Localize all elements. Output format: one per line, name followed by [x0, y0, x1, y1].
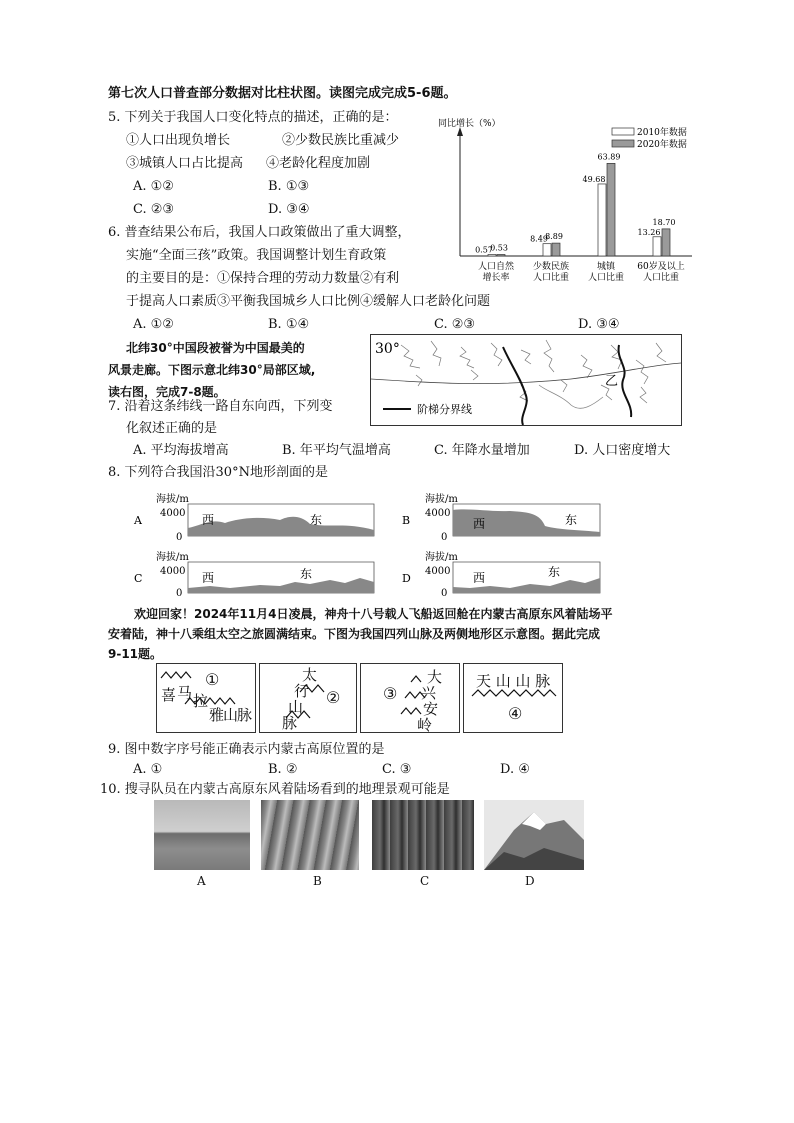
legend-swatch: [612, 140, 634, 147]
mountain-3-char: 安: [423, 700, 439, 718]
svg-text:D: D: [402, 572, 411, 585]
svg-text:海拔/m: 海拔/m: [156, 552, 189, 563]
q7-option-c: C. 年降水量增加: [434, 443, 530, 458]
step-boundary-1: [503, 347, 527, 425]
q5-statement-1: ①人口出现负增长: [126, 133, 231, 148]
svg-text:海拔/m: 海拔/m: [425, 552, 458, 563]
population-bar-chart: [430, 112, 698, 290]
chart-category-label: 60岁及以上: [637, 262, 685, 272]
photo-canyon: [261, 800, 359, 870]
mountain-box-4: [463, 663, 563, 733]
q7-line-1: 7. 沿着这条纬线一路自东向西，下列变: [108, 399, 333, 414]
chart-category-label: 少数民族: [532, 262, 570, 272]
legend-label: 2010年数据: [637, 128, 687, 138]
q5-option-b: B. ①③: [268, 179, 310, 194]
q5-statement-3: ③城镇人口占比提高: [126, 156, 244, 171]
svg-text:东: 东: [548, 565, 561, 579]
profile-d: [402, 550, 600, 599]
chart-bar: [488, 255, 496, 257]
q9-option-c: C. ③: [382, 762, 412, 777]
chart-category-label: 城镇: [596, 262, 616, 272]
q5-option-c: C. ②③: [133, 202, 175, 217]
mountain-2-char: 太: [302, 666, 318, 684]
q6-line-4: 于提高人口素质③平衡我国城乡人口比例④缓解人口老龄化问题: [126, 294, 491, 309]
photo-label-d: D: [525, 874, 535, 888]
svg-text:东: 东: [310, 513, 323, 527]
q5-stem: 5. 下列关于我国人口变化特点的描述，正确的是：: [108, 110, 398, 125]
mountain-1-char: 脉: [237, 706, 253, 724]
svg-text:B: B: [402, 514, 411, 527]
intro-9-11-line-2: 安着陆，神十八乘组太空之旅圆满结束。下图为我国四列山脉及两侧地形区示意图。据此完成: [108, 627, 601, 641]
terrain-profiles: [130, 490, 620, 600]
chart-bar: [552, 243, 560, 256]
chart-category-label: 人口比重: [642, 273, 680, 283]
chart-category-label: 人口自然: [477, 262, 515, 272]
mountain-box-1: [156, 663, 256, 733]
latitude-line: [371, 363, 681, 384]
mountain-3-char: 兴: [421, 684, 437, 702]
q8-stem: 8. 下列符合我国沿30°N地形剖面的是: [108, 465, 328, 480]
chart-bar: [662, 229, 670, 256]
mountain-box-2: [259, 663, 357, 733]
mountain-2-char: 脉: [282, 714, 298, 732]
q10-stem: 10. 搜寻队员在内蒙古高原东风着陆场看到的地理景观可能是: [100, 782, 450, 797]
q9-option-a: A. ①: [133, 762, 163, 777]
chart-value-label: 8.49: [530, 234, 548, 244]
intro-9-11-line-1: 欢迎回家！2024年11月4日凌晨，神舟十八号载人飞船返回舱在内蒙古高原东风着陆场平: [134, 607, 613, 621]
svg-text:西: 西: [202, 513, 215, 527]
mountain-3-char: 大: [427, 668, 443, 686]
svg-text:4000: 4000: [160, 508, 186, 519]
q9-option-d: D. ④: [500, 762, 530, 777]
map-region-label: 乙: [605, 374, 619, 389]
mountain-2-char: 行: [294, 682, 310, 700]
q5-statement-2: ②少数民族比重减少: [282, 133, 400, 148]
chart-bar: [653, 237, 661, 256]
q7-line-2: 化叙述正确的是: [126, 421, 218, 436]
photo-label-a: A: [197, 874, 206, 888]
q6-option-c: C. ②③: [434, 317, 476, 332]
svg-text:C: C: [134, 572, 143, 585]
svg-text:东: 东: [300, 567, 313, 581]
q7-option-a: A. 平均海拔增高: [133, 443, 229, 458]
map-legend-text: 阶梯分界线: [417, 403, 472, 416]
photo-label-c: C: [420, 874, 430, 888]
mountain-1-char: 拉: [193, 692, 209, 710]
q6-option-a: A. ①②: [133, 317, 174, 332]
intro-7-8-line-1: 北纬30°中国段被誉为中国最美的: [126, 341, 305, 355]
q5-option-d: D. ③④: [268, 202, 310, 217]
chart-value-label: 8.89: [545, 232, 563, 242]
svg-text:西: 西: [202, 571, 215, 585]
svg-text:0: 0: [441, 588, 448, 599]
photo-label-b: B: [313, 874, 322, 888]
chart-category-label: 人口比重: [532, 273, 570, 283]
photo-snow-mountain: [484, 800, 584, 870]
chart-value-label: 49.68: [582, 174, 606, 184]
svg-text:东: 东: [565, 513, 578, 527]
mountain-4-number: ④: [508, 704, 523, 723]
profile-a: [133, 492, 374, 543]
svg-text:4000: 4000: [425, 508, 451, 519]
chart-bar: [543, 244, 551, 256]
q6-line-1: 6. 普查结果公布后，我国人口政策做出了重大调整，: [108, 225, 411, 240]
chart-category-label: 人口比重: [587, 273, 625, 283]
q9-option-b: B. ②: [268, 762, 298, 777]
intro-7-8-line-3: 读右图，完成7-8题。: [108, 385, 226, 399]
svg-text:西: 西: [473, 517, 486, 531]
photo-grassland: [154, 800, 250, 870]
svg-text:0: 0: [176, 532, 183, 543]
q7-option-d: D. 人口密度增大: [574, 443, 671, 458]
map-lat-label: 30°: [375, 341, 400, 357]
svg-text:A: A: [134, 514, 142, 527]
svg-text:海拔/m: 海拔/m: [156, 494, 189, 505]
chart-value-label: 18.70: [652, 217, 676, 227]
q9-stem: 9. 图中数字序号能正确表示内蒙古高原位置的是: [108, 742, 385, 757]
intro-9-11-line-3: 9-11题。: [108, 647, 163, 661]
chart-value-label: 0.57: [475, 245, 493, 255]
legend-swatch: [612, 128, 634, 135]
mountain-3-number: ③: [383, 684, 398, 703]
intro-7-8-line-2: 风景走廊。下图示意北纬30°局部区域,: [108, 363, 316, 377]
mountain-1-number: ①: [205, 670, 220, 689]
mountain-1-char: 雅: [209, 706, 225, 724]
latitude-30-map: [370, 334, 682, 426]
legend-label: 2020年数据: [637, 140, 687, 150]
mountain-3-char: 岭: [417, 716, 433, 734]
q7-option-b: B. 年平均气温增高: [282, 443, 391, 458]
chart-value-label: 0.53: [490, 243, 508, 253]
chart-category-label: 增长率: [482, 273, 510, 283]
mountain-1-char: 喜: [161, 686, 177, 704]
mountain-2-char: 山: [288, 698, 304, 716]
mountain-box-3: [360, 663, 460, 733]
q6-line-3: 的主要目的是：①保持合理的劳动力数量②有利: [126, 271, 400, 286]
chart-bar: [607, 163, 615, 256]
chart-value-label: 63.89: [597, 152, 621, 162]
q5-option-a: A. ①②: [133, 179, 174, 194]
mountain-1-char: 马: [177, 684, 193, 702]
mountain-2-number: ②: [326, 688, 341, 707]
svg-text:0: 0: [441, 532, 448, 543]
chart-bar: [497, 255, 505, 257]
chart-value-label: 13.26: [637, 227, 661, 237]
svg-text:西: 西: [473, 571, 486, 585]
q6-line-2: 实施“全面三孩”政策。我国调整计划生育政策: [126, 248, 387, 263]
photo-stone-forest: [372, 800, 474, 870]
svg-text:海拔/m: 海拔/m: [425, 494, 458, 505]
q6-option-d: D. ③④: [578, 317, 620, 332]
terrain-texture: [401, 340, 666, 403]
step-boundary-2: [619, 345, 632, 417]
q6-option-b: B. ①④: [268, 317, 310, 332]
chart-legend: [612, 126, 687, 150]
chart-bar: [598, 184, 606, 256]
mountain-4-name: 天 山 山 脉: [476, 672, 551, 690]
river: [539, 385, 603, 408]
chart-ylabel: 同比增长（%）: [438, 119, 501, 129]
profile-b: [402, 492, 600, 543]
svg-text:0: 0: [176, 588, 183, 599]
section-intro-5-6: 第七次人口普查部分数据对比柱状图。读图完成完成5-6题。: [108, 86, 457, 101]
svg-text:4000: 4000: [160, 566, 186, 577]
mountain-1-char: 山: [223, 706, 239, 724]
profile-c: [134, 550, 374, 599]
svg-text:4000: 4000: [425, 566, 451, 577]
q5-statement-4: ④老龄化程度加剧: [266, 156, 371, 171]
